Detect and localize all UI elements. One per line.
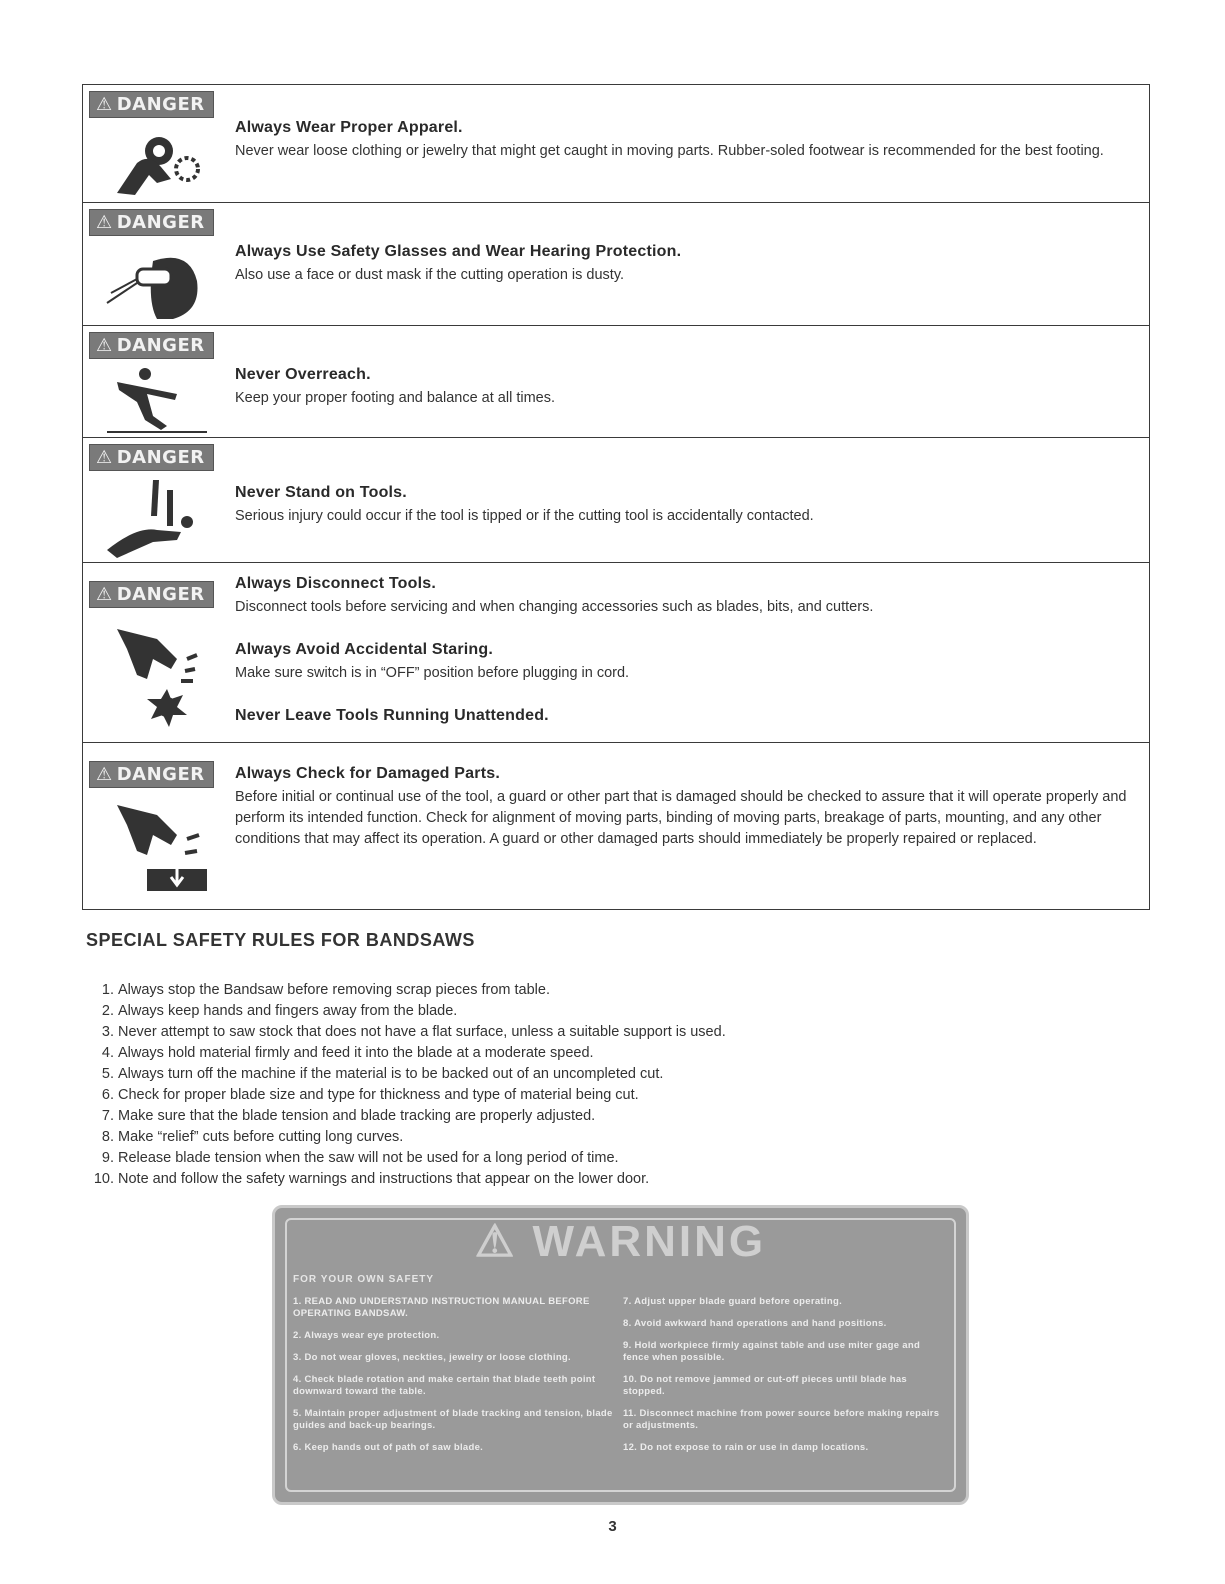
warning-column-right	[623, 1296, 943, 1464]
list-item: 5. Always turn off the machine if the material is to be backed out of an uncompleted cut.	[101, 1066, 664, 1082]
hand-blade-icon	[97, 619, 217, 731]
rule-text: Also use a face or dust mask if the cutting operation is dusty.	[235, 267, 625, 283]
list-item: 2. Always keep hands and fingers away from the blade.	[101, 1003, 458, 1019]
list-item: 6. Check for proper blade size and type for thickness and type of material being cut.	[101, 1087, 639, 1103]
danger-badge: ⚠ DANGER	[89, 761, 214, 788]
warning-item: 4. Check blade rotation and make certain that blade teeth point downward toward the table.	[293, 1374, 596, 1397]
rule-title: Never Overreach.	[235, 366, 371, 383]
safety-glasses-hearing-icon	[97, 241, 217, 321]
danger-panel	[82, 84, 1150, 910]
page-number: 3	[608, 1518, 617, 1535]
list-item: 10. Note and follow the safety warnings and instructions that appear on the lower door.	[93, 1171, 650, 1187]
list-item: 9. Release blade tension when the saw will not be used for a long period of time.	[101, 1150, 619, 1166]
danger-badge: ⚠ DANGER	[89, 581, 214, 608]
warning-item: 2. Always wear eye protection.	[293, 1330, 440, 1341]
rule-text: Serious injury could occur if the tool is tipped or if the cutting tool is accidentally contacted.	[235, 508, 814, 524]
rule-text: Make sure switch is in “OFF” position before plugging in cord.	[235, 665, 630, 681]
warning-item: 10. Do not remove jammed or cut-off pieces until blade has stopped.	[623, 1374, 907, 1397]
list-item: 8. Make “relief” cuts before cutting long curves.	[101, 1129, 404, 1145]
rule-text: Disconnect tools before servicing and when changing accessories such as blades, bits, and cutters.	[235, 599, 874, 615]
warning-item: 6. Keep hands out of path of saw blade.	[293, 1442, 484, 1453]
danger-badge: ⚠ DANGER	[89, 332, 214, 359]
rule-title: Always Use Safety Glasses and Wear Hearing Protection.	[235, 243, 682, 260]
danger-badge: ⚠ DANGER	[89, 91, 214, 118]
warning-item: 9. Hold workpiece firmly against table and use miter gage and fence when possible.	[623, 1340, 921, 1363]
person-overreaching-icon	[97, 364, 217, 434]
warning-label-image	[272, 1205, 969, 1505]
warning-item: 3. Do not wear gloves, neckties, jewelry or loose clothing.	[293, 1352, 571, 1363]
rule-title: Always Wear Proper Apparel.	[235, 119, 463, 136]
warning-title: ⚠ WARNING	[474, 1217, 767, 1266]
rule-text: Keep your proper footing and balance at all times.	[235, 390, 556, 406]
warning-item: 11. Disconnect machine from power source before making repairs or adjustments.	[623, 1408, 940, 1431]
danger-row	[83, 326, 1149, 438]
warning-item: 12. Do not expose to rain or use in damp locations.	[623, 1442, 869, 1453]
hand-damaged-part-icon	[97, 799, 217, 895]
danger-row	[83, 438, 1149, 563]
danger-row	[83, 85, 1149, 203]
list-item: 7. Make sure that the blade tension and blade tracking are properly adjusted.	[101, 1108, 596, 1124]
list-item: 1. Always stop the Bandsaw before removing scrap pieces from table.	[101, 982, 550, 998]
list-item: 4. Always hold material firmly and feed it into the blade at a moderate speed.	[101, 1045, 594, 1061]
special-rules-list	[86, 980, 726, 1190]
danger-badge: ⚠ DANGER	[89, 209, 214, 236]
rule-title: Always Check for Damaged Parts.	[235, 765, 500, 782]
warning-item: 7. Adjust upper blade guard before operating.	[623, 1296, 843, 1307]
rule-title: Always Disconnect Tools.	[235, 575, 436, 592]
danger-badge: ⚠ DANGER	[89, 444, 214, 471]
warning-item: 8. Avoid awkward hand operations and hand positions.	[623, 1318, 887, 1329]
danger-row	[83, 563, 1149, 743]
rule-title: Always Avoid Accidental Staring.	[235, 641, 494, 658]
hand-in-gears-icon	[97, 123, 217, 199]
rule-title: Never Stand on Tools.	[235, 484, 407, 501]
warning-item: 5. Maintain proper adjustment of blade tracking and tension, blade guides and back-up bearings.	[293, 1408, 613, 1431]
danger-row	[83, 203, 1149, 326]
list-item: 3. Never attempt to saw stock that does not have a flat surface, unless a suitable support is used.	[101, 1024, 726, 1040]
rule-text: Before initial or continual use of the tool, a guard or other part that is damaged should be checked to assure that it will operate properly and perform its intended function. Check for alignment of moving parts, binding of moving parts, breakage of parts, mounting, and any other conditions that may affect its operation. A guard or other damaged parts should immediately be properly repaired or replaced.	[235, 789, 1127, 847]
warning-column-left	[293, 1296, 613, 1464]
rule-text: Never wear loose clothing or jewelry that might get caught in moving parts. Rubber-soled footwear is recommended for the best footing.	[235, 143, 1104, 159]
rule-title: Never Leave Tools Running Unattended.	[235, 707, 549, 724]
danger-row	[83, 743, 1149, 911]
warning-subtitle: FOR YOUR OWN SAFETY	[293, 1274, 435, 1285]
warning-item: 1. READ AND UNDERSTAND INSTRUCTION MANUAL BEFORE OPERATING BANDSAW.	[293, 1296, 590, 1319]
person-falling-icon	[97, 476, 217, 560]
special-rules-title: SPECIAL SAFETY RULES FOR BANDSAWS	[86, 930, 475, 950]
